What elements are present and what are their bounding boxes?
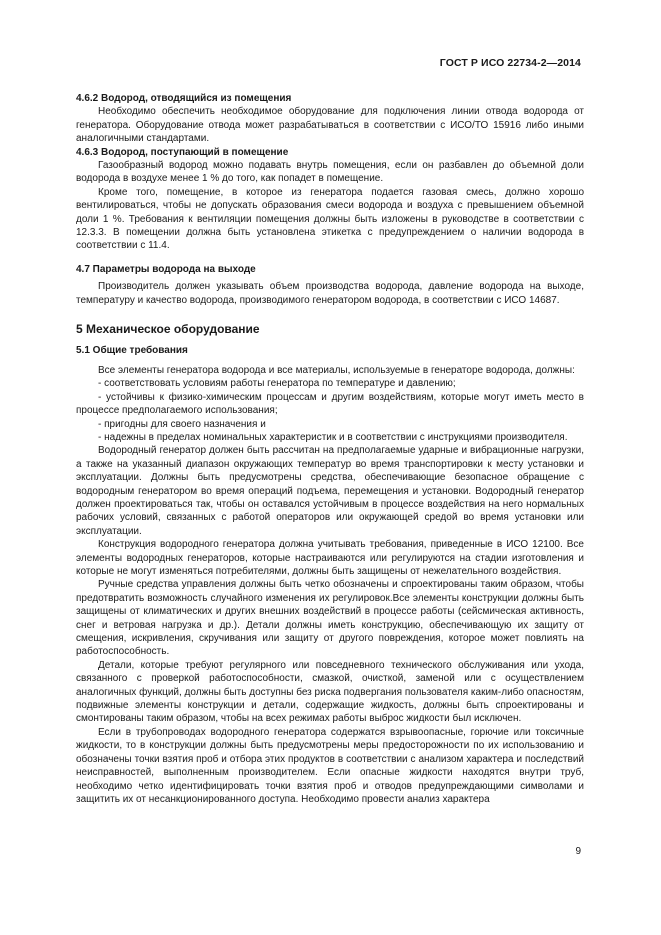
paragraph bbox=[76, 726, 584, 806]
paragraph-text: Конструкция водородного генератора должна учитывать требования, приведенные в ИСО 12100. Все элементы водородных генераторов, которые настраиваются или регулируются на стадии изготовления и которые не могут изменяться потребителями, должны быть защищены от нежелательного воздействия. bbox=[76, 539, 584, 577]
heading-5-1: 5.1 Общие требования bbox=[76, 344, 188, 356]
paragraph bbox=[76, 578, 584, 658]
page-number: 9 bbox=[575, 846, 581, 857]
list-item: - пригодны для своего назначения и bbox=[98, 418, 266, 430]
paragraph bbox=[76, 659, 584, 726]
heading-4-6-3: 4.6.3 Водород, поступающий в помещение bbox=[76, 146, 289, 158]
page-content bbox=[76, 92, 584, 806]
paragraph-text: Если в трубопроводах водородного генератора содержатся взрывоопасные, горючие или токсичные жидкости, то в конструкции должны быть предусмотрены меры предосторожности по их использованию и обозначены точки взятия проб и отбора этих продуктов в соответствии с анализом характера и последствий неисправностей, выполненным производителем. Если опасные жидкости находятся внутри труб, необходимо четко идентифицировать точки взятия проб и отводов предупреждающими символами и защитить их от несанкционированного доступа. Необходимо провести анализ характера bbox=[76, 726, 584, 805]
list-item: - устойчивы к физико-химическим процессам и другим воздействиям, которые могут иметь место в процессе предполагаемого использования; bbox=[76, 391, 584, 417]
paragraph bbox=[76, 105, 584, 145]
paragraph-text: Производитель должен указывать объем производства водорода, давление водорода на выходе, температуру и качество водорода, производимого генератором водорода, в соответствии с ИСО 14687. bbox=[76, 281, 584, 306]
paragraph bbox=[76, 186, 584, 253]
list-item: - надежны в пределах номинальных характеристик и в соответствии с инструкциями производителя. bbox=[98, 431, 568, 443]
document-id-header: ГОСТ Р ИСО 22734-2—2014 bbox=[439, 57, 581, 69]
heading-4-7: 4.7 Параметры водорода на выходе bbox=[76, 263, 256, 275]
paragraph-text: Все элементы генератора водорода и все материалы, используемые в генераторе водорода, должны: bbox=[98, 364, 575, 376]
paragraph-text: Кроме того, помещение, в которое из генератора подается газовая смесь, должно хорошо вентилироваться, чтобы не допускать образования смеси водорода и воздуха с превышением объемной доли 1 %. Требования к вентиляции помещения должны быть изложены в руководстве в соответствии с 12.3.3. В помещении должна быть установлена этикетка с предупреждением о наличии водорода в соответствии с 11.4. bbox=[76, 186, 584, 252]
paragraph-text: Ручные средства управления должны быть четко обозначены и спроектированы таким образом, чтобы предотвратить возможность случайного изменения их регулировок.Все элементы конструкции должны быть защищены от климатических и других внешних воздействий в процессе работы (сейсмическая активность, снег и ветровая нагрузка и др.). Детали должны иметь конструкцию, обеспечивающую их защиту от смещения, искривления, скручивания или защиту от другого повреждения, которое может повлиять на работоспособность. bbox=[76, 579, 584, 658]
paragraph bbox=[76, 159, 584, 186]
heading-5: 5 Механическое оборудование bbox=[76, 322, 260, 337]
paragraph-text: Детали, которые требуют регулярного или повседневного технического обслуживания или ухода, связанного с проверкой работоспособности, смазкой, очисткой, заменой или с осуществлением аналогичных функций, должны быть доступны без риска подвергания пользователя каким-либо опасностям, подвижные элементы конструкции и детали, содержащие жидкость, должны быть спроектированы и смонтированы таким образом, чтобы на всех режимах работы выброс жидкости был исключен. bbox=[76, 659, 585, 725]
paragraph-text: Водородный генератор должен быть рассчитан на предполагаемые ударные и вибрационные нагрузки, а также на указанный диапазон окружающих температур во время транспортировки к месту установки и эксплуатации. Должны быть предусмотрены средства, обеспечивающие безопасное обращение с водородным генератором во время операций подъема, перемещения и установки. Водородный генератор должен проектироваться так, чтобы он оставался устойчивым в процессе воздействия на него нормальных рабочих условий, связанных с работой операторов или окружающей средой во время установки или эксплуатации. bbox=[76, 445, 584, 537]
paragraph-text: Газообразный водород можно подавать внутрь помещения, если он разбавлен до объемной доли водорода в воздухе менее 1 % до того, как попадет в помещение. bbox=[76, 160, 584, 185]
paragraph bbox=[76, 280, 584, 307]
paragraph bbox=[76, 538, 584, 578]
heading-4-6-2: 4.6.2 Водород, отводящийся из помещения bbox=[76, 93, 292, 104]
paragraph bbox=[76, 444, 584, 538]
paragraph-text: Необходимо обеспечить необходимое оборудование для подключения линии отвода водорода от генератора. Оборудование отвода может разрабатываться в соответствии с ИСО/ТО 15916 либо иными аналогичными стандартами. bbox=[76, 106, 584, 145]
list-item: - соответствовать условиям работы генератора по температуре и давлению; bbox=[98, 378, 456, 390]
paragraph bbox=[76, 364, 584, 377]
